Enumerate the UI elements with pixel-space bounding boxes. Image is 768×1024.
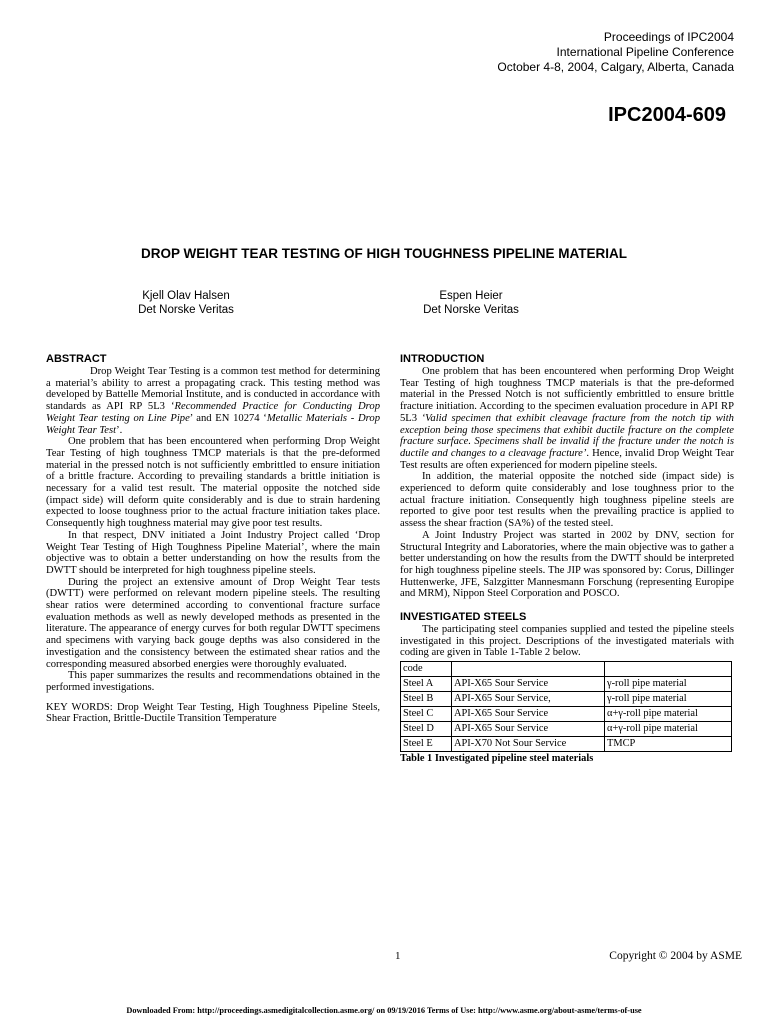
table-cell: α+γ-roll pipe material (605, 707, 732, 722)
abstract-paragraph-4: During the project an extensive amount of Drop Weight Tear tests (DWTT) were performed on relevant modern pipeline steels. The resulting shear ratios were determined according to conventional fracture surface evaluation methods as well as newly developed methods as presented in the literature. The appearance of energy curves for both regular DWTT specimens and specimens with varying back gouge depths was also considered in the investigation and the consistency between the estimated shear ratios and the corresponding measured absorbed energies were thoroughly evaluated. (46, 576, 380, 670)
right-column (400, 353, 734, 765)
table-row (401, 707, 732, 722)
abstract-citation: Recommended Practice for Conducting Drop Weight Tear testing on Line Pipe (46, 401, 380, 424)
table-cell: Steel B (401, 692, 452, 707)
proceedings-line: Proceedings of IPC2004 (603, 30, 734, 44)
introduction-text: . Hence, invalid Drop Weight Tear Test results are often experienced for modern pipeline steels. (400, 447, 734, 471)
abstract-text: ’ and EN 10274 ‘ (189, 412, 267, 424)
table-cell (605, 662, 732, 677)
table-cell: γ-roll pipe material (605, 692, 732, 707)
abstract-text: ’. (116, 424, 123, 436)
table-caption: Table 1 Investigated pipeline steel materials (400, 753, 594, 765)
author-affiliation: Det Norske Veritas (138, 304, 234, 316)
introduction-quote: ‘Valid specimen that exhibit cleavage fracture from the notch tip with exception being those specimens that exhibit ductile fracture on the complete fracture surface. Specimens shall be invalid if the fracture under the notch is ductile and changes to a cleavage fracture’ (400, 412, 734, 459)
author-affiliation: Det Norske Veritas (423, 304, 519, 316)
table-cell: API-X65 Sour Service (452, 677, 605, 692)
table-cell: Steel C (401, 707, 452, 722)
author-name: Kjell Olav Halsen (142, 290, 230, 302)
table-cell: Steel D (401, 722, 452, 737)
conference-line: International Pipeline Conference (556, 45, 734, 59)
table-cell: TMCP (605, 737, 732, 752)
author-1 (86, 289, 286, 317)
table-header-row (401, 662, 732, 677)
table-cell: Steel E (401, 737, 452, 752)
table-row (401, 677, 732, 692)
table-cell: API-X65 Sour Service (452, 722, 605, 737)
table-row (401, 722, 732, 737)
table-cell: API-X70 Not Sour Service (452, 737, 605, 752)
introduction-heading: INTRODUCTION (400, 353, 485, 365)
page-number: 1 (395, 950, 401, 962)
abstract-paragraph-2: One problem that has been encountered when performing Drop Weight Tear Testing of high toughness TMCP materials is that the pre-deformed material in the pressed notch is not sufficiently embrittled to ensure initiation of a brittle fracture. According to prevailing standards a brittle initiation is necessary for a valid test result. The material opposite the notched side (impact side) will deform quite considerably and is due to strain hardening expected to loose toughness prior to the actual fracture initiation takes place. Consequently high toughness material may give poor test results. (46, 436, 380, 530)
abstract-citation: Metallic Materials - Drop Weight Tear Test (46, 412, 381, 436)
paper-title: DROP WEIGHT TEAR TESTING OF HIGH TOUGHNESS PIPELINE MATERIAL (140, 246, 628, 261)
abstract-heading: ABSTRACT (46, 353, 107, 365)
table-cell: API-X65 Sour Service (452, 707, 605, 722)
investigated-steels-heading: INVESTIGATED STEELS (400, 611, 527, 624)
introduction-text: One problem that has been encountered when performing Drop Weight Tear Testing of high toughness TMCP materials is that the pre-deformed material in the Pressed Notch is not sufficiently embrittled to ensure brittle fracture initiation. According to the specimen evaluation procedure in API RP 5L3 (400, 366, 734, 424)
paper-id: IPC2004-609 (608, 104, 726, 126)
copyright-notice: Copyright © 2004 by ASME (609, 950, 742, 962)
table-cell: α+γ-roll pipe material (605, 722, 732, 737)
author-name: Espen Heier (439, 290, 503, 302)
table-row (401, 737, 732, 752)
abstract-text: Drop Weight Tear Testing is a common test method for determining a material’s ability to arrest a propagating crack. This testing method was developed by Battelle Memorial Institute, and is conducted in accordance with standards as API RP 5L3 ‘ (46, 366, 380, 413)
introduction-paragraph-1 (400, 366, 734, 471)
table-cell: code (401, 662, 452, 677)
date-location-line: October 4-8, 2004, Calgary, Alberta, Canada (497, 60, 734, 74)
abstract-paragraph-3: In that respect, DNV initiated a Joint Industry Project called ‘Drop Weight Tear Testing of High Toughness Pipeline Material’, where the main objective was to obtain a better understanding on how the results from the DWTT should be interpreted for high toughness pipeline steels. (46, 529, 380, 576)
steels-table (400, 661, 732, 752)
abstract-paragraph-1 (46, 366, 380, 436)
table-cell (452, 662, 605, 677)
proceedings-header (497, 30, 734, 75)
investigated-steels-paragraph: The participating steel companies supplied and tested the pipeline steels investigated in this project. Descriptions of the investigated materials with coding are given in Table 1-Table 2 below. (400, 624, 734, 659)
introduction-paragraph-2: In addition, the material opposite the notched side (impact side) is experienced to deform quite considerably and lose toughness prior to the actual fracture initiation. Consequently high toughness pipeline steels are reported to give poor test results when the prevailing practice is applied to assess the shear fraction (SA%) of the tested steel. (400, 471, 734, 530)
left-column (46, 353, 380, 725)
table-cell: API-X65 Sour Service, (452, 692, 605, 707)
author-2 (371, 289, 571, 317)
download-footer: Downloaded From: http://proceedings.asmedigitalcollection.asme.org/ on 09/19/2016 Terms of Use: http://www.asme.org/about-asme/terms-of-use (126, 1006, 642, 1015)
keywords: KEY WORDS: Drop Weight Tear Testing, High Toughness Pipeline Steels, Shear Fraction, Brittle-Ductile Transition Temperature (46, 701, 380, 725)
table-row (401, 692, 732, 707)
introduction-paragraph-3: A Joint Industry Project was started in 2002 by DNV, section for Structural Integrity and Laboratories, where the main objective was to gather a better understanding on how the results from the DWTT should be interpreted for high toughness pipeline steels. The JIP was sponsored by: Corus, Dillinger Huttenwerke, JFE, Salzgitter Mannesmann Forschung (representing Europipe and MRM), Nippon Steel Corporation and POSCO. (400, 529, 734, 600)
table-cell: Steel A (401, 677, 452, 692)
abstract-paragraph-5: This paper summarizes the results and recommendations obtained in the performed investigations. (46, 670, 380, 693)
table-cell: γ-roll pipe material (605, 677, 732, 692)
